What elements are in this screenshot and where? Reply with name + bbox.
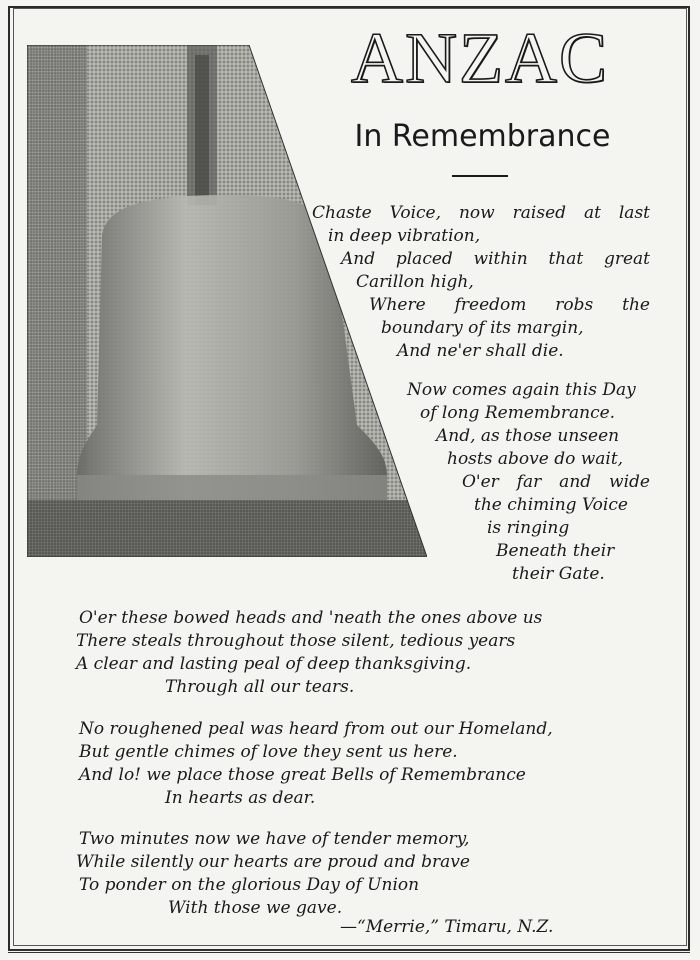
- stanza2-line-1: Now comes again this Day: [407, 380, 636, 400]
- stanza4-line-1: No roughened peal was heard from out our Homeland,: [79, 719, 553, 739]
- stanza3-line-1: O'er these bowed heads and 'neath the ones above us: [79, 608, 543, 628]
- stanza3-line-3: A clear and lasting peal of deep thanksgiving.: [76, 654, 472, 674]
- poem-title: ANZAC: [351, 18, 609, 98]
- attribution: —“Merrie,” Timaru, N.Z.: [340, 917, 554, 937]
- stanza4-line-2: But gentle chimes of love they sent us here.: [79, 742, 458, 762]
- stanza2-line-5: O'er far and wide: [462, 472, 650, 492]
- stanza1-line-4: Carillon high,: [356, 272, 474, 292]
- stanza1-line-6: boundary of its margin,: [381, 318, 584, 338]
- stanza3-line-2: There steals throughout those silent, tedious years: [76, 631, 516, 651]
- stanza4-line-3: And lo! we place those great Bells of Remembrance: [79, 765, 526, 785]
- stanza5-line-3: To ponder on the glorious Day of Union: [79, 875, 420, 895]
- stanza1-line-7: And ne'er shall die.: [397, 341, 564, 361]
- stanza1-line-3: And placed within that great: [341, 249, 650, 269]
- poem-subtitle: In Remembrance: [354, 119, 611, 154]
- stanza2-line-6: the chiming Voice: [474, 495, 628, 515]
- stanza1-line-5: Where freedom robs the: [369, 295, 650, 315]
- bottom-rule: [8, 950, 690, 953]
- stanza2-line-8: Beneath their: [496, 541, 615, 561]
- stanza1-line-2: in deep vibration,: [328, 226, 481, 246]
- stanza1-line-1: Chaste Voice, now raised at last: [312, 203, 650, 223]
- title-divider: [452, 175, 508, 177]
- stanza2-line-3: And, as those unseen: [436, 426, 620, 446]
- stanza5-line-1: Two minutes now we have of tender memory,: [79, 829, 470, 849]
- stanza5-line-2: While silently our hearts are proud and brave: [76, 852, 470, 872]
- stanza3-line-4: Through all our tears.: [165, 677, 355, 697]
- stanza2-line-7: is ringing: [487, 518, 570, 538]
- stanza2-line-4: hosts above do wait,: [447, 449, 624, 469]
- stanza5-line-4: With those we gave.: [168, 898, 343, 918]
- stanza2-line-9: their Gate.: [512, 564, 605, 584]
- stanza2-line-2: of long Remembrance.: [420, 403, 616, 423]
- stanza4-line-4: In hearts as dear.: [165, 788, 316, 808]
